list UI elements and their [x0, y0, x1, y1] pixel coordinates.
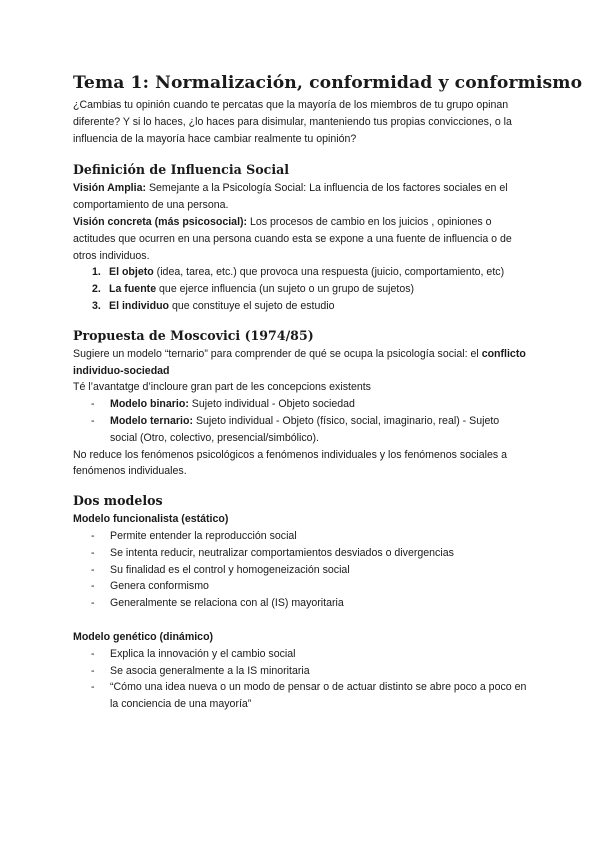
vision-concreta-paragraph	[73, 214, 528, 264]
vision-concreta-text: Los procesos de cambio en los juicios , opiniones o actitudes que ocurren en una persona cuando esta se expone a una fuente de influencia o de otros individuos.	[73, 215, 512, 262]
list-item: 1. El objeto (idea, tarea, etc.) que provoca una respuesta (juicio, comportamiento, etc)	[92, 266, 505, 279]
list-item: - Se asocia generalmente a la IS minoritaria	[91, 664, 310, 677]
vision-amplia-paragraph	[73, 180, 528, 214]
list-item: - Se intenta reducir, neutralizar comportamientos desviados o divergencias	[91, 546, 454, 559]
avantatge-paragraph: Té l’avantatge d’incloure gran part de les concepcions existents	[73, 381, 371, 394]
genetico-list	[73, 646, 528, 713]
list-item: - Explica la innovación y el cambio social	[91, 647, 296, 660]
document-title: Tema 1: Normalización, conformidad y conformismo	[73, 73, 583, 93]
list-item: - Generalmente se relaciona con al (IS) mayoritaria	[91, 597, 344, 610]
vision-amplia-label: Visión Amplia:	[73, 182, 146, 195]
vision-concreta-label: Visión concreta (más psicosocial):	[73, 215, 248, 228]
model-types-list	[73, 396, 528, 446]
funcionalista-label: Modelo funcionalista (estático)	[73, 513, 229, 526]
section-heading-dos-modelos: Dos modelos	[73, 493, 163, 509]
reduction-paragraph: No reduce los fenómenos psicológicos a fenómenos individuales y los fenómenos sociales a fenómenos individuales.	[73, 448, 508, 478]
intro-paragraph: ¿Cambias tu opinión cuando te percatas que la mayoría de los miembros de tu grupo opinan diferente? Y si lo haces, ¿lo haces para disimular, manteniendo tus propias convicciones, o la influencia de la mayoría hace cambiar realmente tu opinión?	[73, 99, 512, 145]
section-heading-moscovici: Propuesta de Moscovici (1974/85)	[73, 327, 314, 343]
list-item: - Permite entender la reproducción social	[91, 529, 297, 542]
genetico-label: Modelo genético (dinámico)	[73, 630, 214, 643]
list-item: 3. El individuo que constituye el sujeto de estudio	[92, 299, 335, 312]
list-item: - Modelo binario: Sujeto individual - Objeto sociedad	[91, 398, 355, 411]
section-heading-influencia: Definición de Influencia Social	[73, 162, 290, 178]
influence-elements-list	[73, 264, 528, 314]
list-item: - Modelo ternario: Sujeto individual - Objeto (físico, social, imaginario, real) - Sujeto social (Otro, colectivo, presencial/simbólico).	[91, 414, 500, 444]
funcionalista-list	[73, 528, 528, 612]
list-item: - Su finalidad es el control y homogeneización social	[91, 563, 350, 576]
list-item: - Genera conformismo	[91, 580, 209, 593]
moscovici-paragraph: Sugiere un modelo “ternario” para comprender de qué se ocupa la psicología social: el conflicto individuo-sociedad	[73, 347, 526, 377]
list-item: - “Cómo una idea nueva o un modo de pensar o de actuar distinto se abre poco a poco en la conciencia de una mayoría”	[91, 681, 527, 711]
list-item: 2. La fuente que ejerce influencia (un sujeto o un grupo de sujetos)	[92, 283, 415, 296]
vision-amplia-text: Semejante a la Psicología Social: La influencia de los factores sociales en el comportamiento de una persona.	[73, 182, 508, 212]
